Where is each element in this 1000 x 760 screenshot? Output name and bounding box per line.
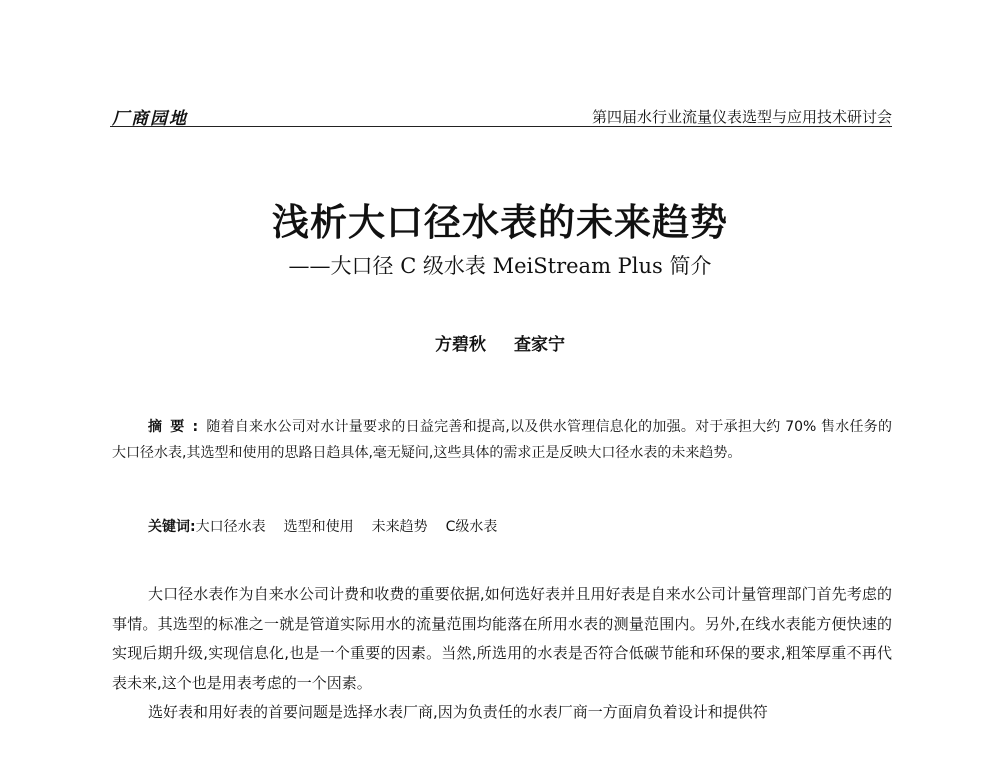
body-paragraph: 大口径水表作为自来水公司计费和收费的重要依据,如何选好表并且用好表是自来水公司计量管理部门首先考虑的事情。其选型的标准之一就是管道实际用水的流量范围均能落在所用水表的测量范围内。另外,在线水表能方便快速的实现后期升级,实现信息化,也是一个重要的因素。当然,所选用的水表是否符合低碳节能和环保的要求,粗笨厚重不再代表未来,这个也是用表考虑的一个因素。: [112, 585, 892, 692]
paper-title: 浅析大口径水表的未来趋势: [272, 201, 728, 244]
keywords: [148, 516, 515, 536]
keyword: 选型和使用: [283, 519, 354, 535]
keyword: 未来趋势: [371, 519, 428, 535]
abstract-label: 摘要:: [148, 419, 207, 435]
paper-subtitle: ——大口径 C 级水表 MeiStream Plus 简介: [288, 254, 712, 278]
keyword: 大口径水表: [195, 519, 266, 535]
author-list: 方碧秋 查家宁: [435, 335, 565, 355]
body-paragraph: 选好表和用好表的首要问题是选择水表厂商,因为负责任的水表厂商一方面肩负着设计和提供符: [148, 703, 768, 721]
running-header-section: 厂商园地: [112, 109, 188, 129]
abstract-text: 随着自来水公司对水计量要求的日益完善和提高,以及供水管理信息化的加强。对于承担大约 70% 售水任务的大口径水表,其选型和使用的思路日趋具体,毫无疑问,这些具体的需求正是反映大口径水表的未来趋势。: [112, 419, 892, 461]
header-divider: [110, 126, 892, 127]
abstract: [112, 414, 892, 466]
body-text: [112, 580, 892, 728]
running-header-conference: 第四届水行业流量仪表选型与应用技术研讨会: [591, 108, 892, 126]
keywords-label: 关键词:: [148, 519, 196, 535]
keyword: C级水表: [445, 519, 498, 535]
